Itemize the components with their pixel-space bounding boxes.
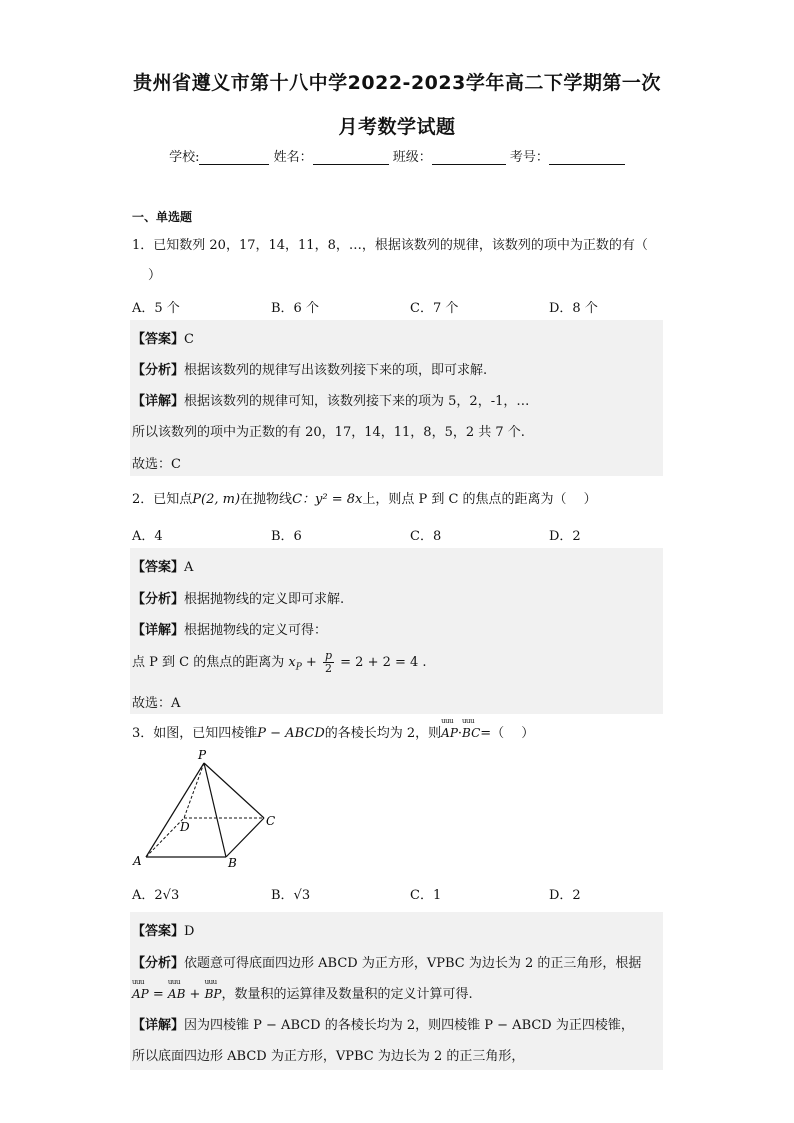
q1-option-d: D．8 个: [549, 301, 598, 316]
q2-detail-2: [132, 650, 427, 675]
q2-option-c: C．8: [410, 529, 442, 544]
q3-detail-text: 因为四棱锥 P − ABCD 的各棱长均为 2，则四棱锥 P − ABCD 为正四棱锥，: [184, 1018, 634, 1033]
q3-option-d: D．2: [549, 888, 581, 903]
q1-answer-value: C: [184, 332, 194, 347]
q2-frac-den: 2: [324, 662, 332, 675]
q3-detail-2: 所以底面四边形 ABCD 为正方形，VPBC 为边长为 2 的正三角形，: [132, 1049, 525, 1064]
q3-an-vec-ab: uuu AB: [168, 987, 185, 1001]
q2-stem-post: 上，则点 P 到 C 的焦点的距离为（ ）: [362, 492, 597, 507]
q2-analysis-text: 根据抛物线的定义即可求解.: [184, 592, 345, 607]
q3-analysis-2: [132, 983, 473, 1002]
q2-analysis-tag: 【分析】: [132, 592, 185, 607]
q2-frac-num: p: [324, 649, 332, 662]
q3-answer-value: D: [184, 924, 195, 939]
edge-pc: [204, 763, 264, 818]
q2-plus: +: [301, 655, 317, 670]
name-blank: [313, 150, 389, 165]
edge-pb: [204, 763, 226, 857]
school-blank: [199, 150, 269, 165]
q1-answer: [132, 328, 194, 347]
q2-detail-2-pre: 点 P 到 C 的焦点的距离为: [132, 655, 285, 670]
edge-pa: [146, 763, 204, 857]
label-b: B: [228, 856, 237, 870]
q1-stem: 1．已知数列 20，17，14，11，8，…，根据该数列的规律，该数列的项中为正数的有（: [132, 238, 648, 253]
q2-stem-pre: 2．已知点: [132, 492, 193, 507]
school-label: 学校:: [169, 150, 200, 165]
q3-vec-ap: uuu AP: [441, 726, 458, 740]
q3-analysis-text: 依题意可得底面四边形 ABCD 为正方形，VPBC 为边长为 2 的正三角形，根据: [184, 956, 642, 971]
q2-fraction: [323, 650, 334, 675]
label-a: A: [133, 854, 142, 868]
q3-an-rest: ，数量积的运算律及数量积的定义计算可得.: [221, 987, 473, 1002]
class-blank: [432, 150, 506, 165]
q2-detail-text: 根据抛物线的定义可得：: [184, 623, 328, 638]
q2-detail: [132, 619, 327, 638]
label-d: D: [180, 820, 190, 834]
q3-option-c: C．1: [410, 888, 442, 903]
q1-option-b: B．6 个: [271, 301, 319, 316]
q2-sub: P: [295, 662, 302, 673]
exam-no-blank: [549, 150, 625, 165]
q2-choose: 故选：A: [132, 696, 181, 711]
title-line-1: 贵州省遵义市第十八中学2022-2023学年高二下学期第一次: [133, 72, 661, 94]
q2-point: P(2, m): [192, 492, 241, 507]
q1-detail: [132, 390, 529, 409]
student-info-line: [0, 146, 794, 165]
q3-an-eq: =: [148, 987, 168, 1002]
q3-analysis: [132, 952, 641, 971]
q3-dot: ·: [457, 726, 463, 741]
q1-option-a: A．5 个: [132, 301, 180, 316]
q3-option-a: A．2√3: [132, 888, 180, 903]
q2-option-b: B．6: [271, 529, 302, 544]
q2-option-d: D．2: [549, 529, 581, 544]
q3-answer-tag: 【答案】: [132, 924, 185, 939]
q3-stem-post: =（ ）: [480, 726, 535, 741]
q3-analysis-tag: 【分析】: [132, 956, 185, 971]
q2-answer-value: A: [184, 560, 194, 575]
q2-analysis: [132, 588, 344, 607]
pyramid-figure: [130, 745, 290, 875]
q1-detail-2: 所以该数列的项中为正数的有 20，17，14，11，8，5，2 共 7 个.: [132, 425, 525, 440]
q3-detail-tag: 【详解】: [132, 1018, 185, 1033]
q1-analysis: [132, 359, 487, 378]
q3-answer: [132, 920, 194, 939]
q1-analysis-tag: 【分析】: [132, 363, 185, 378]
q2-stem: [132, 488, 597, 507]
edge-bc: [226, 818, 264, 857]
title-line-2: 月考数学试题: [338, 116, 456, 138]
q3-an-plus: +: [185, 987, 205, 1002]
q1-answer-tag: 【答案】: [132, 332, 185, 347]
q1-stem-paren: ）: [148, 268, 162, 283]
q2-answer-tag: 【答案】: [132, 560, 185, 575]
q1-detail-tag: 【详解】: [132, 394, 185, 409]
q3-pyramid: P − ABCD: [257, 726, 325, 741]
name-label: 姓名：: [273, 150, 313, 165]
q2-stem-mid: 在抛物线: [240, 492, 293, 507]
edge-ad: [146, 818, 184, 857]
q3-detail: [132, 1014, 634, 1033]
q2-curve: C：y² = 8x: [292, 492, 363, 507]
q1-choose: 故选：C: [132, 457, 181, 472]
label-c: C: [266, 814, 276, 828]
q3-stem-pre: 3．如图，已知四棱锥: [132, 726, 258, 741]
section-heading: 一、单选题: [132, 210, 193, 224]
label-p: P: [198, 748, 207, 762]
q3-an-vec-bp: uuu BP: [205, 987, 222, 1001]
q1-detail-text: 根据该数列的规律可知，该数列接下来的项为 5，2，-1，…: [184, 394, 530, 409]
class-label: 班级：: [392, 150, 432, 165]
q2-detail-tag: 【详解】: [132, 623, 185, 638]
q3-stem: [132, 722, 534, 741]
q1-option-c: C．7 个: [410, 301, 459, 316]
q2-option-a: A．4: [132, 529, 163, 544]
q3-vec-bc: uuu BC: [462, 726, 480, 740]
q3-option-b: B．√3: [271, 888, 311, 903]
q2-detail-2-rest: = 2 + 2 = 4 .: [340, 655, 427, 670]
q3-an-vec-ap: uuu AP: [132, 987, 149, 1001]
q1-analysis-text: 根据该数列的规律写出该数列接下来的项，即可求解.: [184, 363, 488, 378]
q3-stem-mid: 的各棱长均为 2，则: [324, 726, 442, 741]
q2-x: x: [288, 655, 296, 670]
q2-answer: [132, 556, 193, 575]
exam-no-label: 考号：: [509, 150, 549, 165]
